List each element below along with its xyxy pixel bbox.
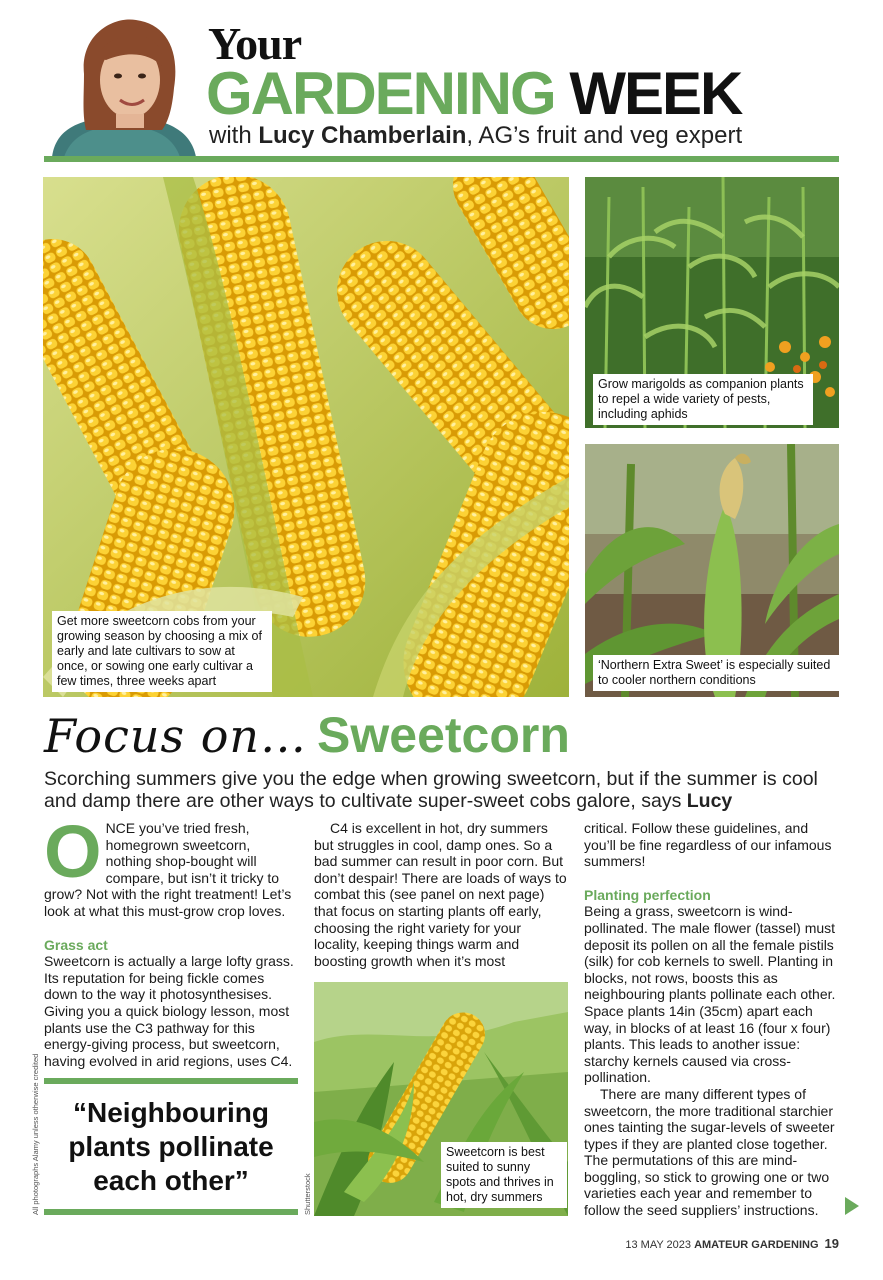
header-week: WEEK (569, 60, 742, 127)
sweetcorn-plant-photo (314, 982, 568, 1216)
byline-prefix: with (209, 122, 259, 149)
header-rule (44, 156, 839, 162)
standfirst (44, 768, 844, 812)
header-byline (209, 121, 742, 151)
photo-credit: All photographs Alamy unless otherwise credited (31, 1053, 40, 1215)
northern-extra-sweet-photo (585, 444, 839, 697)
standfirst-text: Scorching summers give you the edge when growing sweetcorn, but if the summer is cool and damp there are other ways to cultivate super-sweet cobs galore, says (44, 768, 818, 812)
pull-quote-text: “Neighbouring plants pollinate each other” (68, 1097, 274, 1196)
header-your: Your (208, 18, 302, 69)
standfirst-author: Lucy (686, 790, 733, 812)
quote-rule-bottom (44, 1209, 298, 1215)
corn-cobs-photo (43, 177, 569, 697)
northern-photo-caption: ‘Northern Extra Sweet’ is especially suited to cooler northern conditions (593, 655, 839, 691)
main-photo-caption: Get more sweetcorn cobs from your growing season by choosing a mix of early and late cultivars to sow at once, or sowing one early cultivar a few times, three weeks apart (52, 611, 272, 692)
feature-heading: Sweetcorn (317, 707, 570, 763)
col3-paragraph: critical. Follow these guidelines, and you’ll be fine regardless of our infamous summers! (584, 820, 832, 870)
sunny-photo-caption: Sweetcorn is best suited to sunny spots and thrives in hot, dry summers (441, 1142, 567, 1208)
feature-title (44, 706, 570, 764)
grass-act-heading: Grass act (44, 936, 108, 953)
header-title (206, 60, 742, 127)
drop-cap: O (44, 810, 102, 893)
marigold-photo-caption: Grow marigolds as companion plants to repel a wide variety of pests, including aphids (593, 374, 813, 425)
author-portrait (44, 14, 200, 157)
column-1 (44, 810, 298, 1069)
footer-date: 13 MAY 2023 (625, 1239, 695, 1251)
page-number: 19 (824, 1236, 839, 1251)
types-paragraph: There are many different types of sweetcorn, the more traditional starchier ones tainting the sugar-levels of sweeter types if they are planted close together. The permutations of this are mind-boggling, so stick to growing one or two varieties each year and remember to follow the seed suppliers’ instructions. (584, 1085, 835, 1219)
byline-suffix: , AG’s fruit and veg expert (466, 122, 743, 149)
byline-author: Lucy Chamberlain (258, 122, 467, 149)
footer-magazine: AMATEUR GARDENING (694, 1239, 819, 1251)
page-footer (625, 1236, 839, 1251)
focus-on-label: Focus on… (44, 709, 308, 763)
header-gardening: GARDENING (206, 60, 555, 127)
col2-paragraph: C4 is excellent in hot, dry summers but struggles in cool, damp ones. So a bad summer can result in poor corn. But don’t despair! There are loads of ways to combat this (see panel on next page) that focus on starting plants off early, choosing the right variety for your locality, keeping things warm and boosting growth when it’s most (314, 820, 567, 969)
pull-quote (44, 1080, 298, 1216)
shutterstock-credit: Shutterstock (303, 1173, 312, 1215)
planting-paragraph: Being a grass, sweetcorn is wind-pollinated. The male flower (tassel) must deposit its pollen on all the female pistils (silk) for cob kernels to swell. Planting in blocks, not rows, boosts this as neighbouring plants pollinate each other. Space plants 14in (35cm) apart each way, in blocks of at least 16 (four x four) plants. This leads to another issue: starchy kernels caused via cross-pollination. (584, 903, 836, 1086)
planting-perfection-heading: Planting perfection (584, 886, 711, 903)
column-3 (584, 820, 842, 1219)
intro-paragraph: NCE you’ve tried fresh, homegrown sweetcorn, nothing shop-bought will compare, but isn’t it tricky to grow? Not with the right treatment! Let’s look at what this must-grow crop loves. (44, 820, 292, 919)
next-page-arrow-icon[interactable] (845, 1197, 859, 1215)
column-2 (314, 820, 568, 969)
grass-act-paragraph: Sweetcorn is actually a large lofty grass. Its reputation for being fickle comes down to the way it photosynthesises. Giving you a quick biology lesson, most plants use the C3 pathway for this energy-giving process, but sweetcorn, having evolved in arid regions, uses C4. (44, 953, 294, 1069)
corn-plants-marigolds-photo (585, 177, 839, 428)
